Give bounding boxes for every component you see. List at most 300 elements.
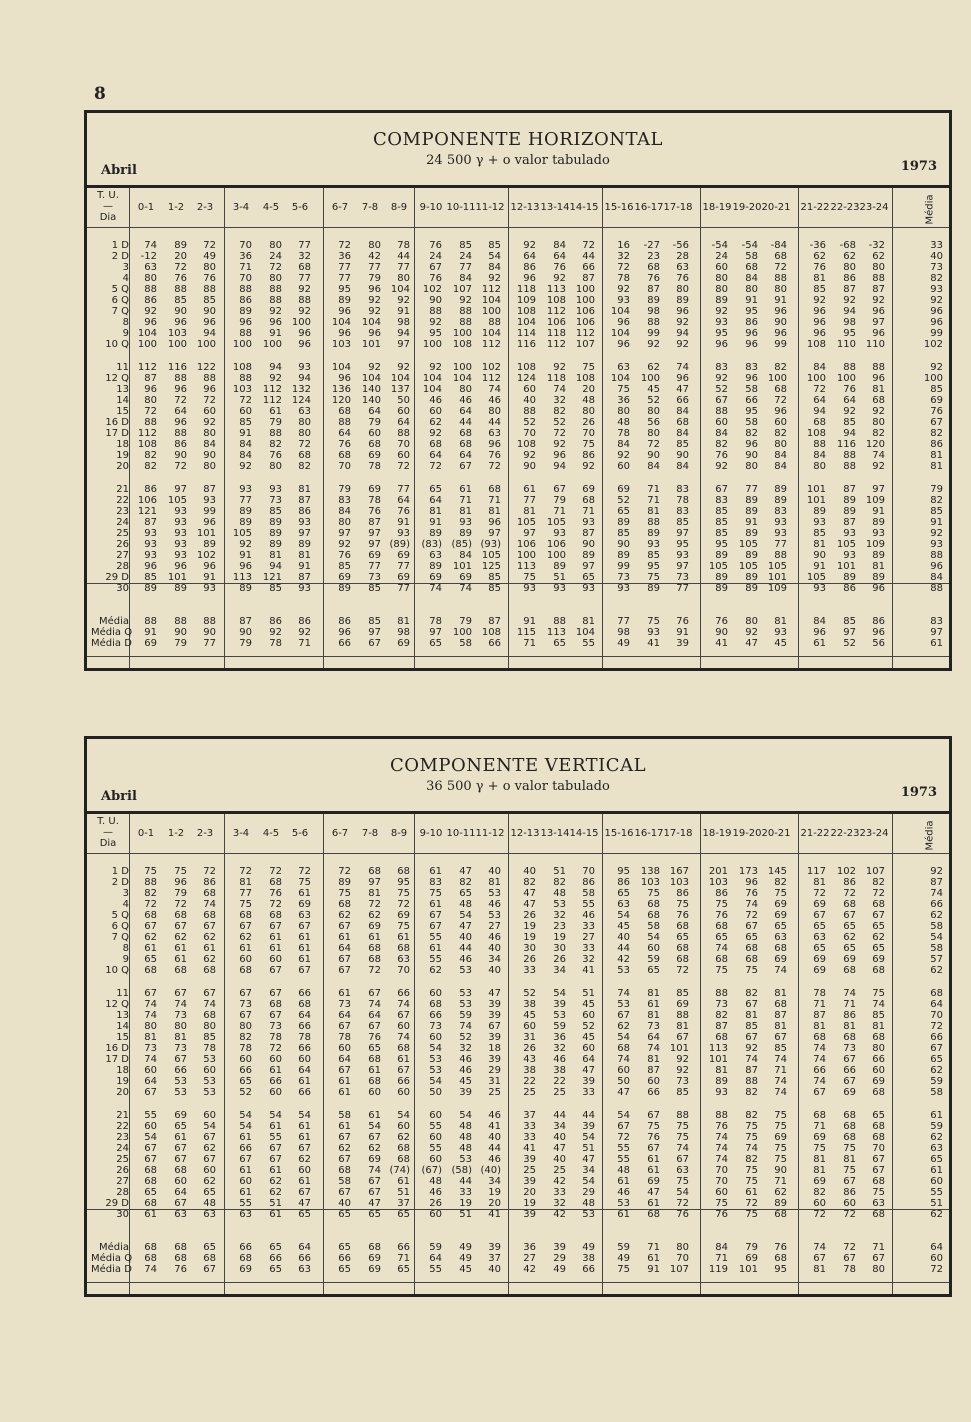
summary-value: 59 xyxy=(429,1242,442,1253)
hourly-value: 61 xyxy=(338,1076,351,1087)
column-separator xyxy=(508,814,509,1294)
daily-mean-value: 96 xyxy=(930,561,943,572)
hourly-value: 88 xyxy=(144,284,157,295)
hourly-value: 60 xyxy=(429,406,442,417)
hourly-value: 63 xyxy=(429,550,442,561)
hourly-value: 109 xyxy=(865,539,885,550)
hourly-value: 60 xyxy=(872,1065,885,1076)
hourly-value: 75 xyxy=(298,877,311,888)
hourly-value: 108 xyxy=(516,439,536,450)
summary-value: 67 xyxy=(843,1253,856,1264)
hourly-value: 64 xyxy=(174,406,187,417)
hourly-value: 75 xyxy=(397,921,410,932)
summary-value: 81 xyxy=(774,616,787,627)
daily-mean-value: 33 xyxy=(930,240,943,251)
daily-mean-value: 62 xyxy=(930,1209,943,1220)
hourly-value: 78 xyxy=(397,240,410,251)
hourly-value: 23 xyxy=(553,921,566,932)
hourly-value: 96 xyxy=(174,417,187,428)
hourly-value: 54 xyxy=(203,1121,216,1132)
hourly-value: 81 xyxy=(647,1010,660,1021)
hourly-value: 93 xyxy=(298,583,311,594)
day-label: 23 xyxy=(116,1132,129,1143)
hourly-value: 60 xyxy=(397,450,410,461)
hourly-value: 86 xyxy=(715,888,728,899)
hourly-value: 75 xyxy=(745,1132,758,1143)
hourly-value: 96 xyxy=(872,373,885,384)
hour-header: 9-10 xyxy=(419,827,443,839)
hourly-value: 53 xyxy=(174,1076,187,1087)
hourly-value: 68 xyxy=(872,1121,885,1132)
daily-mean-value: 96 xyxy=(930,306,943,317)
hourly-value: 65 xyxy=(174,1121,187,1132)
hourly-value: 88 xyxy=(203,284,216,295)
summary-value: 55 xyxy=(429,1264,442,1275)
hourly-value: 80 xyxy=(459,384,472,395)
hourly-value: 89 xyxy=(239,506,252,517)
hourly-value: -54 xyxy=(741,240,758,251)
hourly-value: 70 xyxy=(523,428,536,439)
hourly-value: 52 xyxy=(523,988,536,999)
hourly-value: 68 xyxy=(429,439,442,450)
hourly-value: -32 xyxy=(868,240,885,251)
hourly-value: 67 xyxy=(872,1165,885,1176)
hourly-value: 80 xyxy=(269,273,282,284)
hourly-value: 52 xyxy=(715,384,728,395)
hourly-value: 67 xyxy=(203,1154,216,1165)
hour-header: 1-2 xyxy=(167,827,185,839)
hourly-value: 80 xyxy=(774,439,787,450)
hourly-value: 55 xyxy=(617,1154,630,1165)
hourly-value: 84 xyxy=(203,439,216,450)
hourly-value: 81 xyxy=(429,506,442,517)
hourly-value: 77 xyxy=(745,484,758,495)
summary-value: 65 xyxy=(553,638,566,649)
hourly-value: 69 xyxy=(843,954,856,965)
hourly-value: 73 xyxy=(647,1021,660,1032)
hourly-value: 81 xyxy=(843,1021,856,1032)
hourly-value: 25 xyxy=(523,1165,536,1176)
hourly-value: 40 xyxy=(553,1154,566,1165)
hourly-value: 26 xyxy=(523,910,536,921)
summary-label: Média Q xyxy=(91,1253,133,1264)
hourly-value: 68 xyxy=(872,1176,885,1187)
hourly-value: 72 xyxy=(368,965,381,976)
hourly-value: 52 xyxy=(647,395,660,406)
day-label: 16 D xyxy=(105,1043,129,1054)
hourly-value: 92 xyxy=(676,1065,689,1076)
hourly-value: 81 xyxy=(813,539,826,550)
hourly-value: 89 xyxy=(239,306,252,317)
hourly-value: 60 xyxy=(843,1198,856,1209)
daily-mean-value: 92 xyxy=(930,528,943,539)
hourly-value: 59 xyxy=(459,1010,472,1021)
hourly-value: 103 xyxy=(708,877,728,888)
summary-value: 88 xyxy=(174,616,187,627)
hourly-value: 27 xyxy=(582,932,595,943)
hourly-value: 31 xyxy=(488,1076,501,1087)
hourly-value: 89 xyxy=(174,583,187,594)
hourly-value: 97 xyxy=(298,528,311,539)
hourly-value: 67 xyxy=(298,1187,311,1198)
day-label: 7 Q xyxy=(111,306,129,317)
hourly-value: 81 xyxy=(843,1154,856,1165)
hourly-value: 40 xyxy=(488,943,501,954)
hourly-value: 104 xyxy=(422,384,442,395)
hourly-value: 88 xyxy=(647,517,660,528)
hour-header: 18-19 xyxy=(702,201,732,213)
hourly-value: 93 xyxy=(617,295,630,306)
hourly-value: 61 xyxy=(429,899,442,910)
hourly-value: 92 xyxy=(523,240,536,251)
data-grid xyxy=(87,811,949,1294)
day-label: 23 xyxy=(116,506,129,517)
hourly-value: 84 xyxy=(239,450,252,461)
hourly-value: 44 xyxy=(459,417,472,428)
hourly-value: 93 xyxy=(174,528,187,539)
hourly-value: 46 xyxy=(459,1054,472,1065)
hourly-value: 92 xyxy=(269,373,282,384)
hourly-value: 65 xyxy=(715,932,728,943)
summary-value: 71 xyxy=(298,638,311,649)
hourly-value: 51 xyxy=(553,572,566,583)
hourly-value: 96 xyxy=(203,561,216,572)
hourly-value: 74 xyxy=(774,1054,787,1065)
hourly-value: 81 xyxy=(523,506,536,517)
hourly-value: 61 xyxy=(368,1065,381,1076)
hourly-value: 38 xyxy=(523,1065,536,1076)
hourly-value: 71 xyxy=(459,495,472,506)
hourly-value: 63 xyxy=(298,910,311,921)
hourly-value: 85 xyxy=(269,506,282,517)
hourly-value: 85 xyxy=(676,988,689,999)
hourly-value: 85 xyxy=(203,1032,216,1043)
hourly-value: 89 xyxy=(239,583,252,594)
hourly-value: 73 xyxy=(368,572,381,583)
hourly-value: 69 xyxy=(368,921,381,932)
hourly-value: 90 xyxy=(174,450,187,461)
hourly-value: 106 xyxy=(546,317,566,328)
hourly-value: 80 xyxy=(269,461,282,472)
hourly-value: 50 xyxy=(397,395,410,406)
hourly-value: 73 xyxy=(429,1021,442,1032)
hourly-value: 87 xyxy=(582,528,595,539)
hourly-value: 19 xyxy=(488,1187,501,1198)
summary-value: 92 xyxy=(745,627,758,638)
hourly-value: 67 xyxy=(429,910,442,921)
hourly-value: 100 xyxy=(196,339,216,350)
hourly-value: (93) xyxy=(480,539,501,550)
summary-value: 81 xyxy=(813,1264,826,1275)
day-label: 20 xyxy=(116,1087,129,1098)
hourly-value: 95 xyxy=(617,866,630,877)
hourly-value: 62 xyxy=(872,251,885,262)
hourly-value: 74 xyxy=(676,362,689,373)
hourly-value: 84 xyxy=(813,362,826,373)
hourly-value: 80 xyxy=(203,1021,216,1032)
row-separator xyxy=(87,656,949,657)
hourly-value: 103 xyxy=(669,877,689,888)
hourly-value: 105 xyxy=(836,539,856,550)
hourly-value: 81 xyxy=(872,384,885,395)
day-label: 18 xyxy=(116,439,129,450)
hourly-value: 92 xyxy=(298,284,311,295)
hourly-value: 60 xyxy=(203,1165,216,1176)
hourly-value: 61 xyxy=(338,932,351,943)
hourly-value: 108 xyxy=(806,339,826,350)
hourly-value: 39 xyxy=(582,1076,595,1087)
hourly-value: 86 xyxy=(617,877,630,888)
hourly-value: 59 xyxy=(647,954,660,965)
hourly-value: 34 xyxy=(553,1121,566,1132)
day-label: 26 xyxy=(116,539,129,550)
summary-value: 86 xyxy=(338,616,351,627)
hourly-value: 80 xyxy=(872,417,885,428)
hourly-value: 72 xyxy=(298,866,311,877)
daily-mean-value: 85 xyxy=(930,506,943,517)
hourly-value: 22 xyxy=(553,1076,566,1087)
hourly-value: 67 xyxy=(676,1032,689,1043)
hourly-value: 71 xyxy=(774,1065,787,1076)
hourly-value: 97 xyxy=(368,528,381,539)
hourly-value: 54 xyxy=(488,251,501,262)
hourly-value: 88 xyxy=(459,306,472,317)
hourly-value: 89 xyxy=(843,572,856,583)
hourly-value: 65 xyxy=(582,572,595,583)
hourly-value: 47 xyxy=(459,921,472,932)
hourly-value: 46 xyxy=(459,954,472,965)
hourly-value: 64 xyxy=(298,1065,311,1076)
hourly-value: 62 xyxy=(203,932,216,943)
hourly-value: 102 xyxy=(481,362,501,373)
hourly-value: 88 xyxy=(872,362,885,373)
summary-value: 65 xyxy=(338,1242,351,1253)
hourly-value: 89 xyxy=(745,583,758,594)
hourly-value: 68 xyxy=(617,1043,630,1054)
hourly-value: 90 xyxy=(647,450,660,461)
hourly-value: 65 xyxy=(774,921,787,932)
hourly-value: 64 xyxy=(368,1010,381,1021)
hourly-value: 103 xyxy=(640,877,660,888)
hourly-value: 64 xyxy=(647,1032,660,1043)
hourly-value: 34 xyxy=(488,954,501,965)
hourly-value: 68 xyxy=(338,406,351,417)
overall-mean-value: 72 xyxy=(930,1264,943,1275)
hourly-value: 75 xyxy=(745,965,758,976)
hourly-value: 67 xyxy=(174,1143,187,1154)
hourly-value: 67 xyxy=(843,1076,856,1087)
table-subtitle: 24 500 γ + o valor tabulado xyxy=(426,153,610,168)
hour-header: 2-3 xyxy=(196,827,214,839)
daily-mean-value: 65 xyxy=(930,1054,943,1065)
hourly-value: 109 xyxy=(516,295,536,306)
hourly-value: 60 xyxy=(397,1121,410,1132)
hourly-value: 60 xyxy=(582,1043,595,1054)
hourly-value: 107 xyxy=(575,339,595,350)
hourly-value: 62 xyxy=(298,1154,311,1165)
hourly-value: (85) xyxy=(451,539,472,550)
hourly-value: 93 xyxy=(715,317,728,328)
summary-value: 68 xyxy=(174,1242,187,1253)
hourly-value: 68 xyxy=(397,1143,410,1154)
hourly-value: 72 xyxy=(203,395,216,406)
hourly-value: 72 xyxy=(269,899,282,910)
summary-value: 87 xyxy=(488,616,501,627)
hourly-value: 89 xyxy=(647,528,660,539)
hourly-value: 89 xyxy=(617,550,630,561)
day-label: 10 Q xyxy=(105,339,129,350)
day-label: 6 Q xyxy=(111,921,129,932)
hourly-value: 30 xyxy=(553,943,566,954)
hourly-value: 74 xyxy=(647,1043,660,1054)
hourly-value: 67 xyxy=(298,1143,311,1154)
hourly-value: 102 xyxy=(196,550,216,561)
hourly-value: 60 xyxy=(617,461,630,472)
hourly-value: 91 xyxy=(774,295,787,306)
hourly-value: 67 xyxy=(368,1187,381,1198)
hourly-value: 74 xyxy=(459,1021,472,1032)
summary-label: Média xyxy=(98,1242,129,1253)
hourly-value: 80 xyxy=(715,284,728,295)
hourly-value: 104 xyxy=(610,328,630,339)
hourly-value: 70 xyxy=(239,240,252,251)
summary-value: 66 xyxy=(298,1253,311,1264)
summary-value: 76 xyxy=(174,1264,187,1275)
hourly-value: 62 xyxy=(429,417,442,428)
column-separator xyxy=(798,814,799,1294)
day-label: 1 D xyxy=(111,866,129,877)
column-separator xyxy=(508,188,509,668)
hourly-value: 60 xyxy=(203,1110,216,1121)
media-header xyxy=(918,820,942,850)
summary-value: 69 xyxy=(368,1264,381,1275)
hourly-value: 85 xyxy=(239,417,252,428)
summary-value: 85 xyxy=(843,616,856,627)
hourly-value: 95 xyxy=(745,306,758,317)
hourly-value: 62 xyxy=(239,932,252,943)
hourly-value: 20 xyxy=(523,1187,536,1198)
hourly-value: 32 xyxy=(553,1198,566,1209)
day-label: 1 D xyxy=(111,240,129,251)
hourly-value: 61 xyxy=(298,1076,311,1087)
hourly-value: 68 xyxy=(144,965,157,976)
hourly-value: 47 xyxy=(368,1198,381,1209)
hourly-value: 54 xyxy=(676,1187,689,1198)
hourly-value: 68 xyxy=(676,921,689,932)
hourly-value: 60 xyxy=(144,1065,157,1076)
hourly-value: 78 xyxy=(617,428,630,439)
hourly-value: 101 xyxy=(806,495,826,506)
hourly-value: 89 xyxy=(617,517,630,528)
summary-value: 49 xyxy=(617,1253,630,1264)
summary-value: 69 xyxy=(745,1253,758,1264)
hourly-value: 88 xyxy=(429,306,442,317)
hourly-value: 95 xyxy=(676,539,689,550)
hourly-value: 167 xyxy=(669,866,689,877)
hourly-value: 74 xyxy=(745,1054,758,1065)
daily-mean-value: 81 xyxy=(930,461,943,472)
summary-value: 47 xyxy=(745,638,758,649)
hourly-value: 96 xyxy=(144,317,157,328)
hourly-value: 58 xyxy=(582,888,595,899)
hourly-value: 88 xyxy=(647,317,660,328)
hourly-value: 68 xyxy=(813,417,826,428)
hourly-value: 87 xyxy=(843,517,856,528)
hourly-value: 74 xyxy=(488,384,501,395)
hourly-value: 69 xyxy=(813,1176,826,1187)
hourly-value: 69 xyxy=(298,899,311,910)
hourly-value: 64 xyxy=(459,450,472,461)
hourly-value: 74 xyxy=(813,1076,826,1087)
summary-value: 69 xyxy=(239,1264,252,1275)
summary-value: 49 xyxy=(582,1242,595,1253)
day-label: 7 Q xyxy=(111,932,129,943)
hourly-value: 39 xyxy=(523,1154,536,1165)
summary-value: 69 xyxy=(397,638,410,649)
day-label: 24 xyxy=(116,517,129,528)
hourly-value: 63 xyxy=(144,262,157,273)
hourly-value: 53 xyxy=(553,1010,566,1021)
hourly-value: 46 xyxy=(488,1154,501,1165)
hourly-value: 81 xyxy=(269,550,282,561)
hourly-value: 87 xyxy=(872,284,885,295)
daily-mean-value: 85 xyxy=(930,384,943,395)
hourly-value: 39 xyxy=(523,1209,536,1220)
hourly-value: 75 xyxy=(774,888,787,899)
summary-value: 38 xyxy=(582,1253,595,1264)
hourly-value: 101 xyxy=(452,561,472,572)
daily-mean-value: 91 xyxy=(930,517,943,528)
hourly-value: 99 xyxy=(774,339,787,350)
hourly-value: 54 xyxy=(368,1121,381,1132)
daily-mean-value: 59 xyxy=(930,1076,943,1087)
hourly-value: 95 xyxy=(715,539,728,550)
hourly-value: 88 xyxy=(338,417,351,428)
hourly-value: 94 xyxy=(203,328,216,339)
hourly-value: 78 xyxy=(368,495,381,506)
hour-header: 8-9 xyxy=(390,201,408,213)
summary-value: 37 xyxy=(488,1253,501,1264)
hourly-value: 51 xyxy=(269,1198,282,1209)
hourly-value: 67 xyxy=(144,988,157,999)
hourly-value: 72 xyxy=(429,461,442,472)
hourly-value: 92 xyxy=(843,406,856,417)
hourly-value: 60 xyxy=(774,417,787,428)
hourly-value: 92 xyxy=(647,339,660,350)
hourly-value: 60 xyxy=(429,1154,442,1165)
hourly-value: 92 xyxy=(715,306,728,317)
hour-header: 3-4 xyxy=(232,827,250,839)
hourly-value: 89 xyxy=(715,295,728,306)
hourly-value: 91 xyxy=(397,306,410,317)
data-grid xyxy=(87,185,949,668)
hour-header: 5-6 xyxy=(291,201,309,213)
hourly-value: 67 xyxy=(813,1087,826,1098)
hourly-value: 80 xyxy=(174,1021,187,1032)
hourly-value: 68 xyxy=(745,954,758,965)
hourly-value: 52 xyxy=(582,1021,595,1032)
hourly-value: 60 xyxy=(429,1209,442,1220)
overall-mean-value: 97 xyxy=(930,627,943,638)
hourly-value: 41 xyxy=(488,1121,501,1132)
hourly-value: 50 xyxy=(429,1087,442,1098)
hourly-value: 75 xyxy=(774,1154,787,1165)
hourly-value: 101 xyxy=(767,572,787,583)
hourly-value: 76 xyxy=(676,273,689,284)
hourly-value: 72 xyxy=(397,899,410,910)
daily-mean-value: 96 xyxy=(930,317,943,328)
summary-value: 27 xyxy=(523,1253,536,1264)
